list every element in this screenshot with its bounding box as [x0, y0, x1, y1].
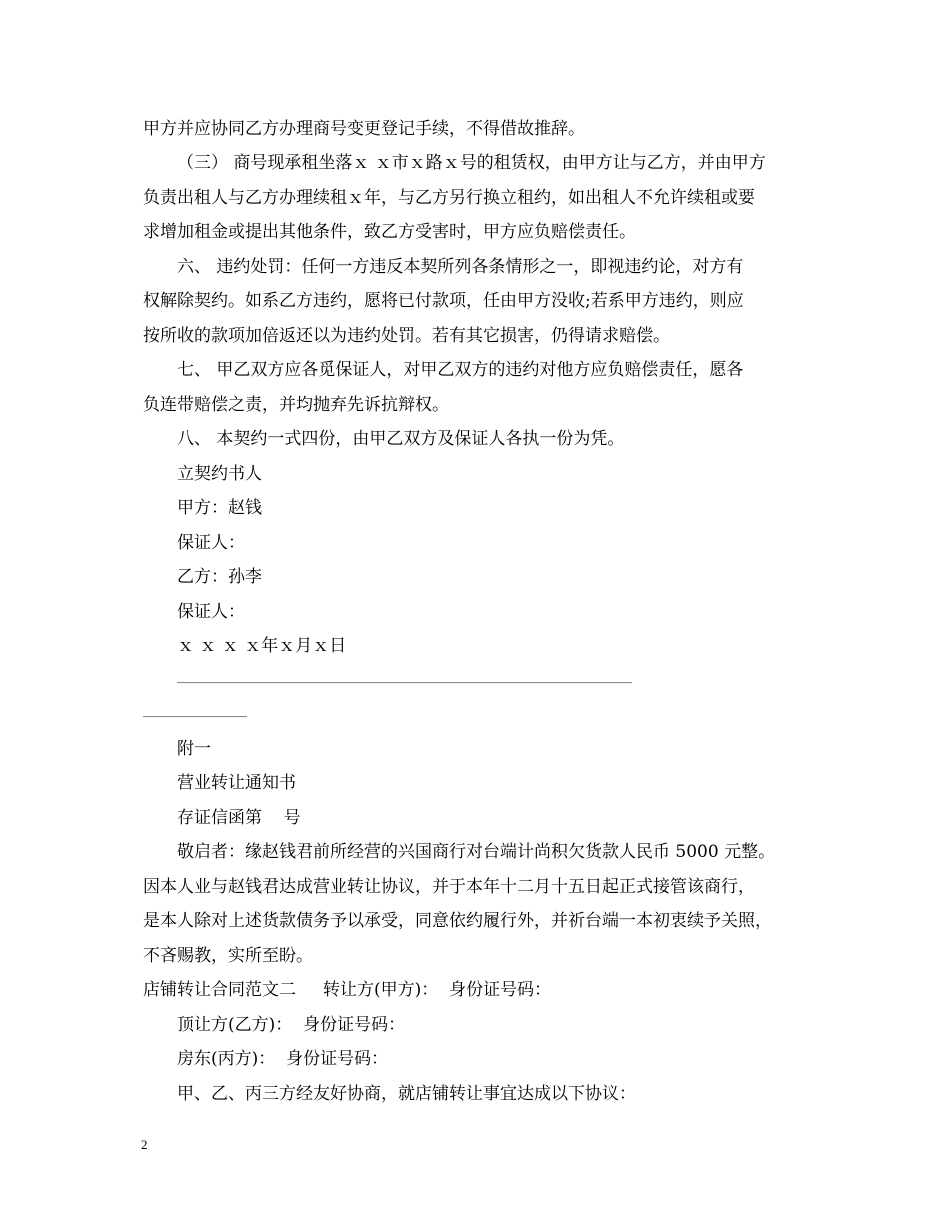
text-line: 负连带赔偿之责，并均抛弃先诉抗辩权。	[143, 395, 449, 415]
text-line: 八、 本契约一式四份，由甲乙双方及保证人各执一份为凭。	[177, 429, 625, 449]
text-line: 附一	[177, 739, 211, 759]
text-line: 求增加租金或提出其他条件，致乙方受害时，甲方应负赔偿责任。	[143, 222, 636, 242]
text-line: 七、 甲乙双方应各觅保证人，对甲乙双方的违约对他方应负赔偿责任，愿各	[177, 360, 744, 380]
page-number: 2	[141, 1137, 148, 1152]
text-line: 存证信函第 号	[177, 808, 301, 828]
text-line: 六、 违约处罚：任何一方违反本契所列各条情形之一，即视违约论，对方有	[177, 257, 744, 277]
text-line: 甲方：赵钱	[177, 498, 262, 518]
text-line: 房东(丙方)： 身份证号码：	[177, 1049, 389, 1069]
text-line: 敬启者：缘赵钱君前所经营的兴国商行对台端计尚积欠货款人民币 5000 元整。	[177, 842, 776, 862]
text-line: 顶让方(乙方)： 身份证号码：	[177, 1015, 406, 1035]
text-line: 店铺转让合同范文二 转让方(甲方)： 身份证号码：	[143, 980, 552, 1000]
text-line: （三） 商号现承租坐落ｘ ｘ市ｘ路ｘ号的租赁权，由甲方让与乙方，并由甲方	[177, 153, 766, 173]
text-line: 权解除契约。如系乙方违约，愿将已付款项，任由甲方没收;若系甲方违约，则应	[143, 291, 744, 311]
text-line: 甲、乙、丙三方经友好协商，就店铺转让事宜达成以下协议：	[177, 1084, 636, 1104]
text-line: 因本人业与赵钱君达成营业转让协议，并于本年十二月十五日起正式接管该商行，	[143, 877, 755, 897]
text-line: 保证人：	[177, 602, 245, 622]
text-line: 负责出租人与乙方办理续租ｘ年，与乙方另行换立租约，如出租人不允许续租或要	[143, 188, 755, 208]
separator-line: ________________	[143, 703, 247, 718]
text-line: 不吝赐教，实所至盼。	[143, 946, 313, 966]
separator-line: ______________________________________________________________________	[177, 669, 632, 684]
text-line: ｘ ｘ ｘ ｘ年ｘ月ｘ日	[177, 636, 347, 656]
text-line: 营业转让通知书	[177, 773, 296, 793]
text-line: 保证人：	[177, 533, 245, 553]
text-line: 甲方并应协同乙方办理商号变更登记手续，不得借故推辞。	[143, 119, 585, 139]
text-line: 乙方：孙李	[177, 567, 262, 587]
text-line: 是本人除对上述货款债务予以承受，同意依约履行外，并祈台端一本初衷续予关照，	[143, 911, 772, 931]
text-line: 立契约书人	[177, 464, 262, 484]
text-line: 按所收的款项加倍返还以为违约处罚。若有其它损害，仍得请求赔偿。	[143, 326, 670, 346]
